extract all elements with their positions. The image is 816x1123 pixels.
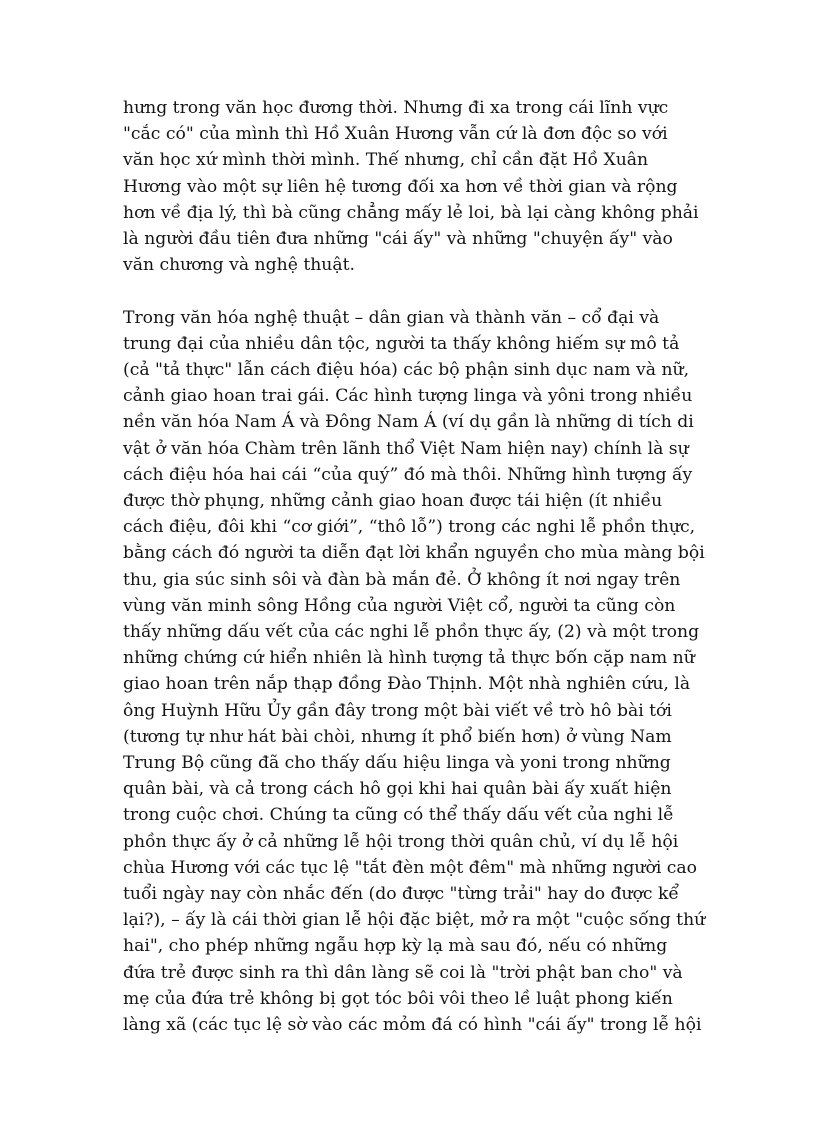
text-line: nền văn hóa Nam Á và Đông Nam Á (ví dụ gần là những di tích di xyxy=(123,412,694,433)
text-line: là người đầu tiên đưa những "cái ấy" và những "chuyện ấy" vào xyxy=(123,229,673,250)
text-line: vật ở văn hóa Chàm trên lãnh thổ Việt Nam hiện nay) chính là sự xyxy=(123,438,689,459)
text-line: Trong văn hóa nghệ thuật – dân gian và thành văn – cổ đại và xyxy=(123,307,660,328)
text-line: cảnh giao hoan trai gái. Các hình tượng linga và yôni trong nhiều xyxy=(123,386,693,407)
text-line: giao hoan trên nắp thạp đồng Đào Thịnh. Một nhà nghiên cứu, là xyxy=(123,674,691,695)
text-line: quân bài, và cả trong cách hô gọi khi hai quân bài ấy xuất hiện xyxy=(123,779,672,800)
text-line: thu, gia súc sinh sôi và đàn bà mắn đẻ. Ở không ít nơi ngay trên xyxy=(123,569,681,590)
text-line: tuổi ngày nay còn nhắc đến (do được "từng trải" hay do được kể xyxy=(123,884,680,905)
text-line: cách điệu, đôi khi “cơ giới”, “thô lỗ”) trong các nghi lễ phồn thực, xyxy=(123,517,696,538)
text-line: (cả "tả thực" lẫn cách điệu hóa) các bộ phận sinh dục nam và nữ, xyxy=(123,360,690,381)
text-line: đứa trẻ được sinh ra thì dân làng sẽ coi là "trời phật ban cho" và xyxy=(123,962,683,983)
text-line: (tương tự như hát bài chòi, nhưng ít phổ biến hơn) ở vùng Nam xyxy=(123,726,672,747)
text-line: văn học xứ mình thời mình. Thế nhưng, chỉ cần đặt Hồ Xuân xyxy=(123,150,649,171)
text-line: trong cuộc chơi. Chúng ta cũng có thể thấy dấu vết của nghi lễ xyxy=(123,805,674,826)
text-line: văn chương và nghệ thuật. xyxy=(123,255,355,276)
text-line: phồn thực ấy ở cả những lễ hội trong thời quân chủ, ví dụ lễ hội xyxy=(123,831,679,852)
text-line: lại?), – ấy là cái thời gian lễ hội đặc biệt, mở ra một "cuộc sống thứ xyxy=(123,910,706,931)
text-line: chùa Hương với các tục lệ "tắt đèn một đêm" mà những người cao xyxy=(123,857,698,878)
text-line: được thờ phụng, những cảnh giao hoan được tái hiện (ít nhiều xyxy=(123,491,663,512)
text-line: hưng trong văn học đương thời. Nhưng đi xa trong cái lĩnh vực xyxy=(123,98,669,118)
text-line: "cắc có" của mình thì Hồ Xuân Hương vẫn cứ là đơn độc so với xyxy=(123,124,668,145)
text-line: Trung Bộ cũng đã cho thấy dấu hiệu linga và yoni trong những xyxy=(123,753,671,774)
paragraph-main xyxy=(123,305,713,1039)
text-line: làng xã (các tục lệ sờ vào các mỏm đá có hình "cái ấy" trong lễ hội xyxy=(123,1015,702,1036)
text-line: Hương vào một sự liên hệ tương đối xa hơn về thời gian và rộng xyxy=(123,176,678,197)
text-line: thấy những dấu vết của các nghi lễ phồn thực ấy, (2) và một trong xyxy=(123,622,700,643)
text-line: mẹ của đứa trẻ không bị gọt tóc bôi vôi theo lề luật phong kiến xyxy=(123,988,673,1009)
text-line: trung đại của nhiều dân tộc, người ta thấy không hiếm sự mô tả xyxy=(123,333,680,354)
text-line: hai", cho phép những ngẫu hợp kỳ lạ mà sau đó, nếu có những xyxy=(123,936,668,957)
paragraph-intro xyxy=(123,95,713,278)
text-line: vùng văn minh sông Hồng của người Việt cổ, người ta cũng còn xyxy=(123,595,676,616)
text-line: hơn về địa lý, thì bà cũng chẳng mấy lẻ loi, bà lại càng không phải xyxy=(123,202,699,223)
text-line: cách điệu hóa hai cái “của quý” đó mà thôi. Những hình tượng ấy xyxy=(123,464,693,485)
document-page xyxy=(123,95,713,1038)
text-line: bằng cách đó người ta diễn đạt lời khẩn nguyền cho mùa màng bội xyxy=(123,543,705,564)
text-line: những chứng cứ hiển nhiên là hình tượng tả thực bốn cặp nam nữ xyxy=(123,648,695,669)
text-line: ông Huỳnh Hữu Ủy gần đây trong một bài viết về trò hô bài tới xyxy=(123,700,672,721)
